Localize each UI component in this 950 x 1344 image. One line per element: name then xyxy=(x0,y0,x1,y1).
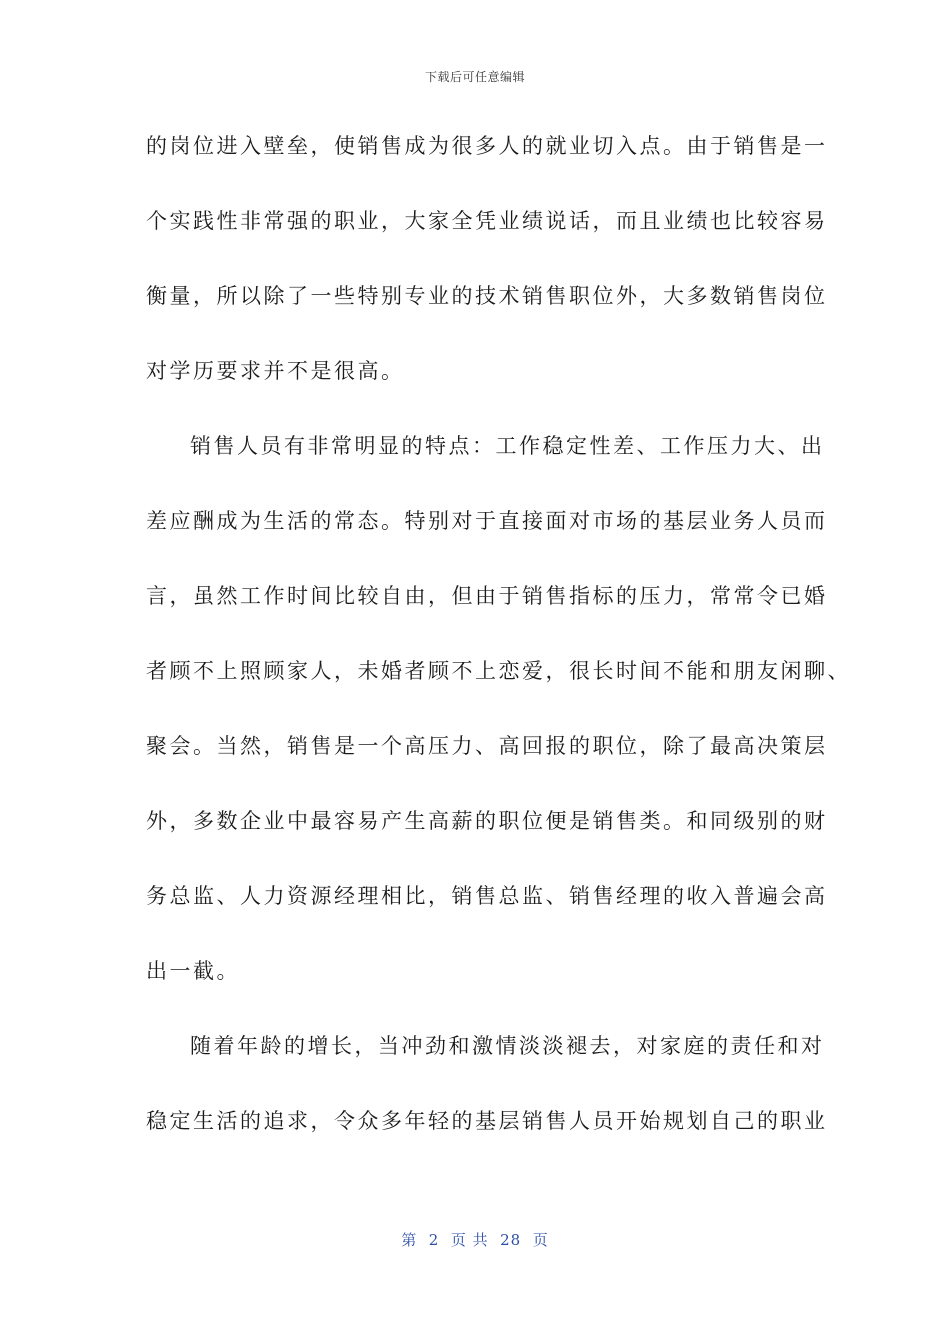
text-line: 外，多数企业中最容易产生高薪的职位便是销售类。和同级别的财 xyxy=(146,809,828,833)
paragraph-start-line: 随着年龄的增长，当冲劲和激情淡淡褪去，对家庭的责任和对 xyxy=(190,1034,825,1058)
text-line: 个实践性非常强的职业，大家全凭业绩说话，而且业绩也比较容易 xyxy=(146,209,828,233)
text-line: 对学历要求并不是很高。 xyxy=(146,359,405,383)
document-body xyxy=(146,124,851,1174)
text-line: 务总监、人力资源经理相比，销售总监、销售经理的收入普遍会高 xyxy=(146,884,828,908)
text-line: 聚会。当然，销售是一个高压力、高回报的职位，除了最高决策层 xyxy=(146,734,828,758)
text-line: 差应酬成为生活的常态。特别对于直接面对市场的基层业务人员而 xyxy=(146,509,828,533)
page-header: 下载后可任意编辑 xyxy=(424,70,525,84)
text-line: 的岗位进入壁垒，使销售成为很多人的就业切入点。由于销售是一 xyxy=(146,134,828,158)
text-line: 言，虽然工作时间比较自由，但由于销售指标的压力，常常令已婚 xyxy=(146,584,828,608)
paragraph-start-line: 销售人员有非常明显的特点：工作稳定性差、工作压力大、出 xyxy=(190,434,825,458)
text-line: 者顾不上照顾家人，未婚者顾不上恋爱，很长时间不能和朋友闲聊、 xyxy=(146,659,851,683)
page-number-footer: 第 2 页 共 28 页 xyxy=(401,1231,549,1249)
text-line: 衡量，所以除了一些特别专业的技术销售职位外，大多数销售岗位 xyxy=(146,284,828,308)
text-line: 稳定生活的追求，令众多年轻的基层销售人员开始规划自己的职业 xyxy=(146,1109,828,1133)
text-line: 出一截。 xyxy=(146,959,240,983)
